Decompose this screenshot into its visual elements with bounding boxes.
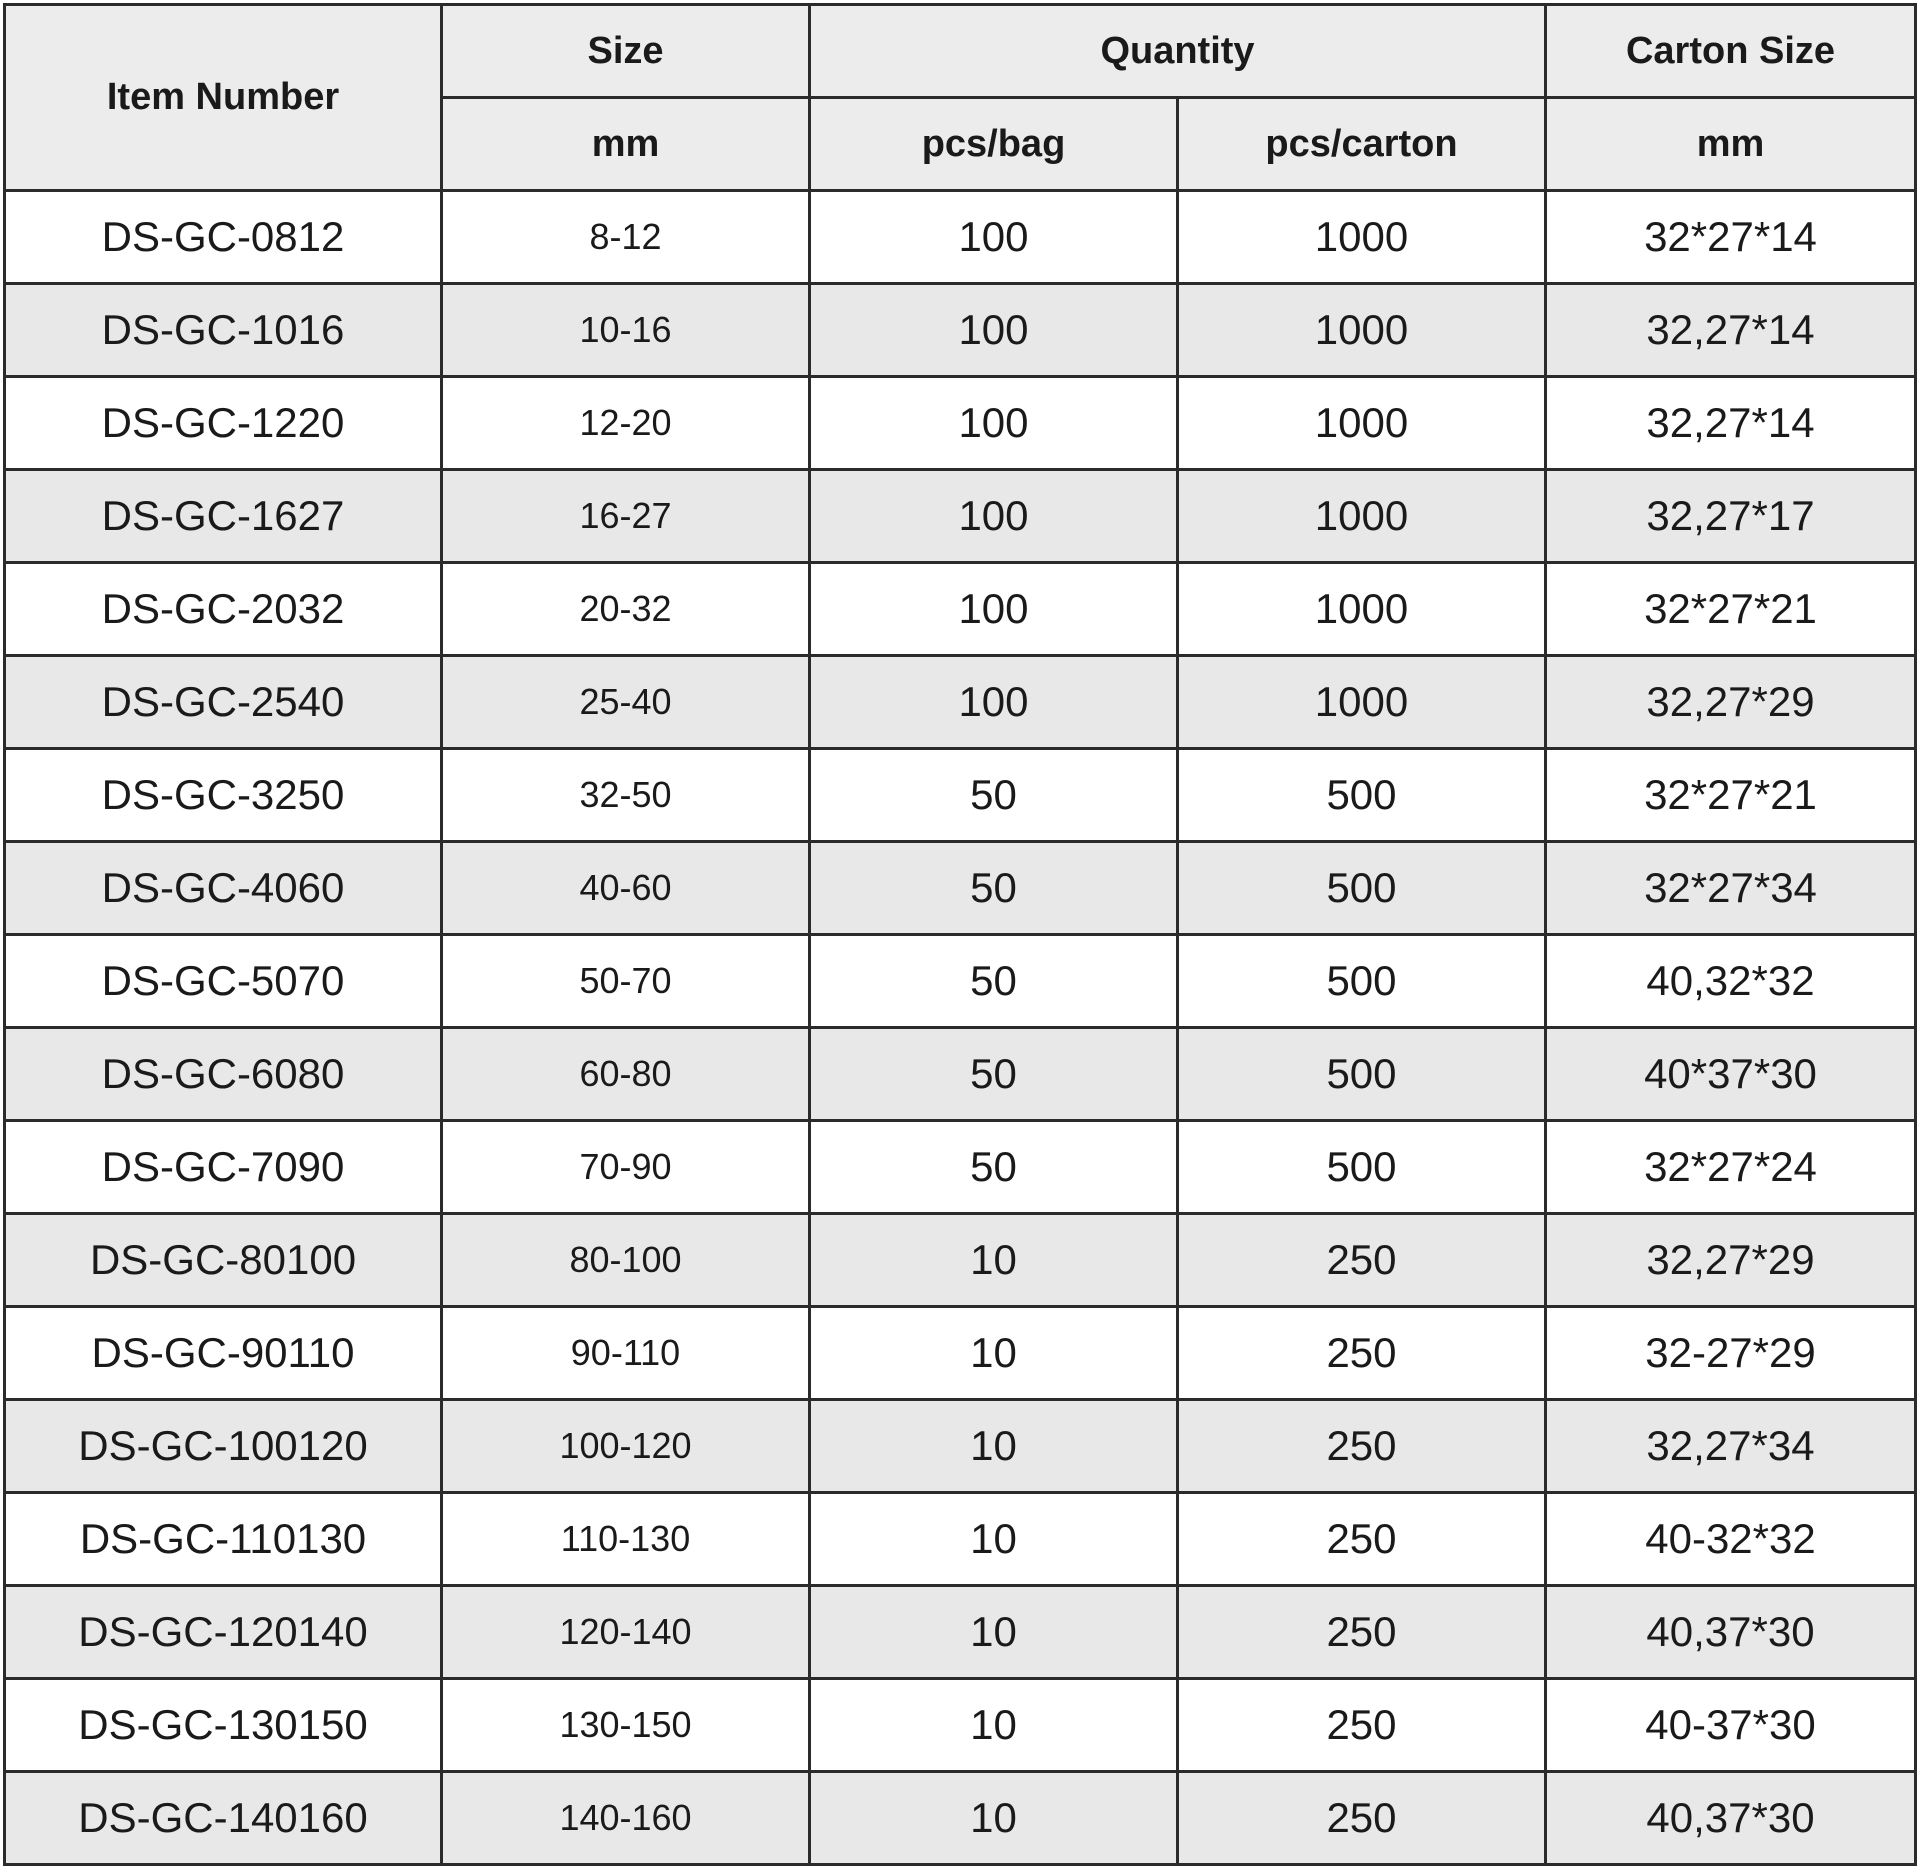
pcs-bag-cell: 10 bbox=[810, 1400, 1178, 1493]
pcs-bag-cell: 10 bbox=[810, 1679, 1178, 1772]
size-cell: 10-16 bbox=[442, 284, 810, 377]
table-row bbox=[5, 470, 1916, 563]
item-number-cell: DS-GC-4060 bbox=[5, 842, 442, 935]
pcs-carton-cell: 500 bbox=[1178, 935, 1546, 1028]
pcs-carton-cell: 1000 bbox=[1178, 470, 1546, 563]
carton-size-cell: 32,27*14 bbox=[1546, 284, 1916, 377]
header-item-number: Item Number bbox=[5, 5, 442, 191]
size-cell: 140-160 bbox=[442, 1772, 810, 1865]
product-spec-table bbox=[3, 3, 1917, 1866]
size-cell: 70-90 bbox=[442, 1121, 810, 1214]
pcs-carton-cell: 1000 bbox=[1178, 284, 1546, 377]
header-pcs-carton: pcs/carton bbox=[1178, 98, 1546, 191]
item-number-cell: DS-GC-1627 bbox=[5, 470, 442, 563]
item-number-cell: DS-GC-110130 bbox=[5, 1493, 442, 1586]
header-carton-unit: mm bbox=[1546, 98, 1916, 191]
pcs-carton-cell: 250 bbox=[1178, 1772, 1546, 1865]
pcs-carton-cell: 250 bbox=[1178, 1214, 1546, 1307]
pcs-carton-cell: 500 bbox=[1178, 749, 1546, 842]
size-cell: 100-120 bbox=[442, 1400, 810, 1493]
size-cell: 20-32 bbox=[442, 563, 810, 656]
carton-size-cell: 40,37*30 bbox=[1546, 1772, 1916, 1865]
pcs-bag-cell: 100 bbox=[810, 470, 1178, 563]
pcs-bag-cell: 50 bbox=[810, 749, 1178, 842]
pcs-bag-cell: 10 bbox=[810, 1772, 1178, 1865]
carton-size-cell: 32,27*29 bbox=[1546, 1214, 1916, 1307]
table-row bbox=[5, 1400, 1916, 1493]
size-cell: 32-50 bbox=[442, 749, 810, 842]
item-number-cell: DS-GC-0812 bbox=[5, 191, 442, 284]
pcs-bag-cell: 50 bbox=[810, 842, 1178, 935]
size-cell: 8-12 bbox=[442, 191, 810, 284]
pcs-carton-cell: 250 bbox=[1178, 1400, 1546, 1493]
table-row bbox=[5, 1586, 1916, 1679]
pcs-bag-cell: 10 bbox=[810, 1214, 1178, 1307]
pcs-bag-cell: 10 bbox=[810, 1586, 1178, 1679]
pcs-carton-cell: 500 bbox=[1178, 842, 1546, 935]
carton-size-cell: 40-37*30 bbox=[1546, 1679, 1916, 1772]
pcs-carton-cell: 500 bbox=[1178, 1028, 1546, 1121]
pcs-bag-cell: 100 bbox=[810, 284, 1178, 377]
table-row bbox=[5, 1679, 1916, 1772]
item-number-cell: DS-GC-1220 bbox=[5, 377, 442, 470]
item-number-cell: DS-GC-120140 bbox=[5, 1586, 442, 1679]
carton-size-cell: 32,27*14 bbox=[1546, 377, 1916, 470]
pcs-carton-cell: 250 bbox=[1178, 1679, 1546, 1772]
carton-size-cell: 40,32*32 bbox=[1546, 935, 1916, 1028]
table-row bbox=[5, 1214, 1916, 1307]
item-number-cell: DS-GC-80100 bbox=[5, 1214, 442, 1307]
size-cell: 110-130 bbox=[442, 1493, 810, 1586]
item-number-cell: DS-GC-2032 bbox=[5, 563, 442, 656]
carton-size-cell: 32*27*14 bbox=[1546, 191, 1916, 284]
header-size: Size bbox=[442, 5, 810, 98]
carton-size-cell: 32*27*24 bbox=[1546, 1121, 1916, 1214]
pcs-bag-cell: 50 bbox=[810, 1028, 1178, 1121]
size-cell: 130-150 bbox=[442, 1679, 810, 1772]
item-number-cell: DS-GC-3250 bbox=[5, 749, 442, 842]
item-number-cell: DS-GC-1016 bbox=[5, 284, 442, 377]
table-body bbox=[5, 191, 1916, 1865]
size-cell: 16-27 bbox=[442, 470, 810, 563]
size-cell: 90-110 bbox=[442, 1307, 810, 1400]
pcs-bag-cell: 50 bbox=[810, 1121, 1178, 1214]
carton-size-cell: 32*27*34 bbox=[1546, 842, 1916, 935]
pcs-bag-cell: 100 bbox=[810, 191, 1178, 284]
table-row bbox=[5, 1772, 1916, 1865]
carton-size-cell: 32*27*21 bbox=[1546, 563, 1916, 656]
item-number-cell: DS-GC-100120 bbox=[5, 1400, 442, 1493]
table-row bbox=[5, 1307, 1916, 1400]
header-pcs-bag: pcs/bag bbox=[810, 98, 1178, 191]
table-row bbox=[5, 656, 1916, 749]
header-quantity: Quantity bbox=[810, 5, 1546, 98]
size-cell: 50-70 bbox=[442, 935, 810, 1028]
table-row bbox=[5, 1493, 1916, 1586]
size-cell: 120-140 bbox=[442, 1586, 810, 1679]
table-row bbox=[5, 749, 1916, 842]
pcs-bag-cell: 100 bbox=[810, 377, 1178, 470]
carton-size-cell: 40-32*32 bbox=[1546, 1493, 1916, 1586]
table-row bbox=[5, 935, 1916, 1028]
pcs-carton-cell: 1000 bbox=[1178, 377, 1546, 470]
table-row bbox=[5, 377, 1916, 470]
table-row bbox=[5, 1121, 1916, 1214]
item-number-cell: DS-GC-2540 bbox=[5, 656, 442, 749]
carton-size-cell: 32,27*29 bbox=[1546, 656, 1916, 749]
table-row bbox=[5, 284, 1916, 377]
item-number-cell: DS-GC-7090 bbox=[5, 1121, 442, 1214]
pcs-carton-cell: 1000 bbox=[1178, 191, 1546, 284]
header-size-unit: mm bbox=[442, 98, 810, 191]
carton-size-cell: 32,27*34 bbox=[1546, 1400, 1916, 1493]
size-cell: 80-100 bbox=[442, 1214, 810, 1307]
item-number-cell: DS-GC-5070 bbox=[5, 935, 442, 1028]
header-row-main bbox=[5, 5, 1916, 98]
pcs-carton-cell: 250 bbox=[1178, 1493, 1546, 1586]
carton-size-cell: 32-27*29 bbox=[1546, 1307, 1916, 1400]
header-carton-size: Carton Size bbox=[1546, 5, 1916, 98]
table-header bbox=[5, 5, 1916, 191]
carton-size-cell: 32,27*17 bbox=[1546, 470, 1916, 563]
carton-size-cell: 40,37*30 bbox=[1546, 1586, 1916, 1679]
pcs-bag-cell: 100 bbox=[810, 563, 1178, 656]
pcs-carton-cell: 1000 bbox=[1178, 656, 1546, 749]
pcs-carton-cell: 250 bbox=[1178, 1586, 1546, 1679]
item-number-cell: DS-GC-6080 bbox=[5, 1028, 442, 1121]
pcs-carton-cell: 1000 bbox=[1178, 563, 1546, 656]
pcs-bag-cell: 100 bbox=[810, 656, 1178, 749]
size-cell: 40-60 bbox=[442, 842, 810, 935]
item-number-cell: DS-GC-140160 bbox=[5, 1772, 442, 1865]
size-cell: 60-80 bbox=[442, 1028, 810, 1121]
table-row bbox=[5, 1028, 1916, 1121]
pcs-bag-cell: 10 bbox=[810, 1307, 1178, 1400]
item-number-cell: DS-GC-130150 bbox=[5, 1679, 442, 1772]
pcs-carton-cell: 250 bbox=[1178, 1307, 1546, 1400]
size-cell: 25-40 bbox=[442, 656, 810, 749]
carton-size-cell: 40*37*30 bbox=[1546, 1028, 1916, 1121]
table-row bbox=[5, 842, 1916, 935]
item-number-cell: DS-GC-90110 bbox=[5, 1307, 442, 1400]
pcs-carton-cell: 500 bbox=[1178, 1121, 1546, 1214]
pcs-bag-cell: 10 bbox=[810, 1493, 1178, 1586]
table-row bbox=[5, 191, 1916, 284]
table-row bbox=[5, 563, 1916, 656]
carton-size-cell: 32*27*21 bbox=[1546, 749, 1916, 842]
pcs-bag-cell: 50 bbox=[810, 935, 1178, 1028]
size-cell: 12-20 bbox=[442, 377, 810, 470]
